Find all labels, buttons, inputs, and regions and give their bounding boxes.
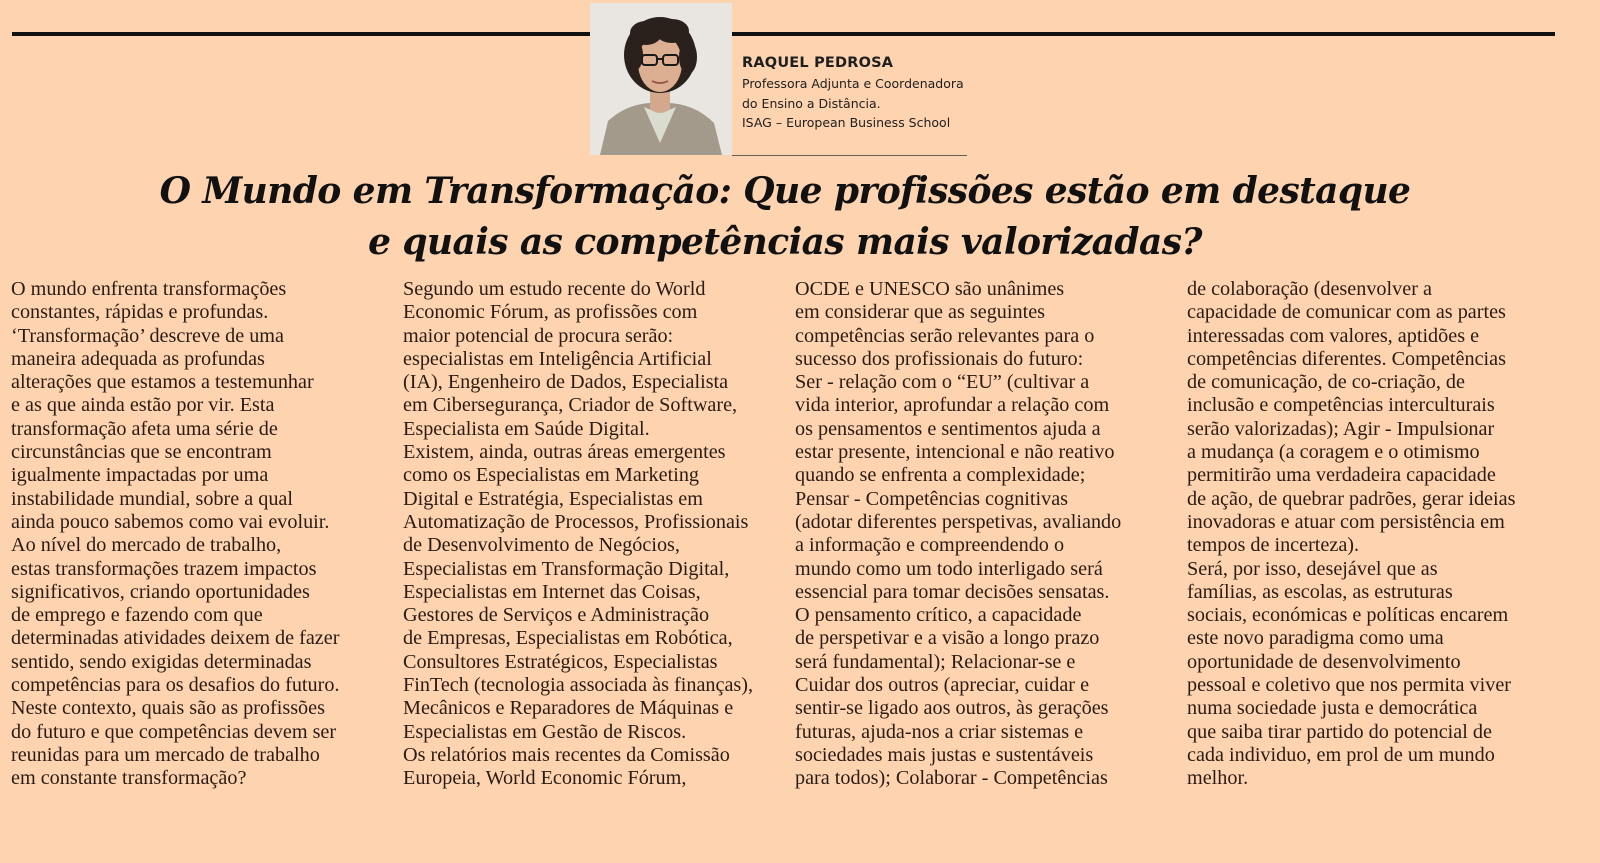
body-text-line: permitirão uma verdadeira capacidade bbox=[1187, 464, 1496, 487]
body-text-line: sociedades mais justas e sustentáveis bbox=[795, 743, 1094, 766]
body-text-line: em considerar que as seguintes bbox=[795, 301, 1046, 324]
body-text-line: especialistas em Inteligência Artificial bbox=[403, 347, 712, 370]
body-text-line: futuras, ajuda-nos a criar sistemas e bbox=[795, 720, 1084, 743]
body-text-line: Pensar - Competências cognitivas bbox=[795, 487, 1069, 510]
body-text-line: este novo paradigma como uma bbox=[1187, 627, 1444, 650]
body-text-line: estas transformações trazem impactos bbox=[11, 557, 317, 580]
body-text-line: de Desenvolvimento de Negócios, bbox=[403, 534, 680, 557]
body-text-line: melhor. bbox=[1187, 767, 1249, 790]
title-line: O Mundo em Transformação: Que profissões estão em destaque bbox=[159, 170, 1411, 212]
body-text-line: Especialista em Saúde Digital. bbox=[403, 417, 650, 440]
body-text-line: cada individuo, em prol de um mundo bbox=[1187, 743, 1495, 766]
author-role-line: Professora Adjunta e Coordenadora bbox=[742, 76, 964, 91]
body-text-line: de Empresas, Especialistas em Robótica, bbox=[403, 627, 733, 650]
body-text-line: Especialistas em Internet das Coisas, bbox=[403, 580, 701, 603]
article-column-1 bbox=[11, 278, 340, 791]
body-text-line: de comunicação, de co-criação, de bbox=[1187, 371, 1465, 394]
body-text-line: competências serão relevantes para o bbox=[795, 324, 1095, 347]
body-text-line: como os Especialistas em Marketing bbox=[403, 464, 700, 487]
article-column-2 bbox=[403, 278, 753, 791]
body-text-line: sentido, sendo exigidas determinadas bbox=[11, 650, 312, 673]
title-line: e quais as competências mais valorizadas? bbox=[368, 221, 1202, 263]
body-text-line: Automatização de Processos, Profissionais bbox=[403, 510, 749, 533]
body-text-line: reunidas para um mercado de trabalho bbox=[11, 743, 320, 766]
body-text-line: Segundo um estudo recente do World bbox=[403, 278, 706, 300]
body-text-line: (IA), Engenheiro de Dados, Especialista bbox=[403, 371, 729, 394]
body-text-line: Os relatórios mais recentes da Comissão bbox=[403, 743, 730, 766]
body-text-line: estar presente, intencional e não reativo bbox=[795, 441, 1115, 464]
body-text-line: mundo como um todo interligado será bbox=[795, 557, 1103, 580]
author-role-line: do Ensino a Distância. bbox=[742, 95, 881, 111]
body-text-line: Especialistas em Gestão de Riscos. bbox=[403, 720, 687, 743]
body-text-line: O mundo enfrenta transformações bbox=[11, 278, 287, 300]
body-text-line: a informação e compreendendo o bbox=[795, 534, 1065, 557]
author-rule bbox=[732, 155, 967, 156]
body-text-line: significativos, criando oportunidades bbox=[11, 580, 310, 603]
body-text-line: Cuidar dos outros (apreciar, cuidar e bbox=[795, 674, 1090, 697]
body-text-line: em Cibersegurança, Criador de Software, bbox=[403, 394, 738, 417]
body-text-line: de emprego e fazendo com que bbox=[11, 604, 263, 627]
body-text-line: Ser - relação com o “EU” (cultivar a bbox=[795, 371, 1090, 394]
body-text-line: capacidade de comunicar com as partes bbox=[1187, 301, 1506, 324]
body-text-line: de colaboração (desenvolver a bbox=[1187, 278, 1432, 300]
body-text-line: pessoal e coletivo que nos permita viver bbox=[1187, 674, 1512, 697]
body-text-line: Digital e Estratégia, Especialistas em bbox=[403, 487, 703, 510]
body-text-line: constantes, rápidas e profundas. bbox=[11, 301, 269, 324]
body-text-line: instabilidade mundial, sobre a qual bbox=[11, 487, 293, 510]
body-text-line: Gestores de Serviços e Administração bbox=[403, 604, 710, 627]
body-text-line: serão valorizadas); Agir - Impulsionar bbox=[1187, 417, 1495, 440]
body-text-line: transformação afeta uma série de bbox=[11, 417, 278, 440]
body-text-line: alterações que estamos a testemunhar bbox=[11, 371, 314, 394]
body-text-line: os pensamentos e sentimentos ajuda a bbox=[795, 417, 1101, 440]
body-text-line: ‘Transformação’ descreve de uma bbox=[11, 324, 284, 347]
body-text-line: Mecânicos e Reparadores de Máquinas e bbox=[403, 697, 734, 720]
body-text-line: (adotar diferentes perspetivas, avaliando bbox=[795, 510, 1122, 533]
body-text-line: inclusão e competências interculturais bbox=[1187, 394, 1495, 417]
body-text-line: e as que ainda estão por vir. Esta bbox=[11, 394, 275, 417]
body-text-line: competências para os desafios do futuro. bbox=[11, 674, 340, 697]
body-text-line: competências diferentes. Competências bbox=[1187, 347, 1506, 370]
body-text-line: Economic Fórum, as profissões com bbox=[403, 301, 698, 324]
article-title bbox=[0, 166, 1570, 268]
body-text-line: quando se enfrenta a complexidade; bbox=[795, 464, 1086, 487]
body-text-line: numa sociedade justa e democrática bbox=[1187, 697, 1478, 720]
body-text-line: Ao nível do mercado de trabalho, bbox=[11, 534, 282, 557]
body-text-line: sentir-se ligado aos outros, às gerações bbox=[795, 697, 1109, 720]
body-text-line: Existem, ainda, outras áreas emergentes bbox=[403, 441, 726, 464]
body-text-line: para todos); Colaborar - Competências bbox=[795, 767, 1108, 790]
body-text-line: em constante transformação? bbox=[11, 767, 247, 790]
body-text-line: circunstâncias que se encontram bbox=[11, 441, 272, 464]
body-text-line: Europeia, World Economic Fórum, bbox=[403, 767, 687, 790]
body-text-line: de ação, de quebrar padrões, gerar ideias bbox=[1187, 487, 1516, 510]
body-text-line: Será, por isso, desejável que as bbox=[1187, 557, 1438, 580]
body-text-line: Neste contexto, quais são as profissões bbox=[11, 697, 325, 720]
body-text-line: maneira adequada as profundas bbox=[11, 347, 265, 370]
body-text-line: interessadas com valores, aptidões e bbox=[1187, 324, 1480, 347]
body-text-line: a mudança (a coragem e o otimismo bbox=[1187, 441, 1480, 464]
body-text-line: oportunidade de desenvolvimento bbox=[1187, 650, 1461, 673]
body-text-line: igualmente impactadas por uma bbox=[11, 464, 269, 487]
author-name: RAQUEL PEDROSA bbox=[742, 55, 894, 71]
body-text-line: tempos de incerteza). bbox=[1187, 534, 1360, 557]
body-text-line: Especialistas em Transformação Digital, bbox=[403, 557, 730, 580]
body-text-line: será fundamental); Relacionar-se e bbox=[795, 650, 1076, 673]
body-text-line: essencial para tomar decisões sensatas. bbox=[795, 580, 1110, 603]
body-text-line: do futuro e que competências devem ser bbox=[11, 720, 337, 743]
body-text-line: Consultores Estratégicos, Especialistas bbox=[403, 650, 718, 673]
author-photo bbox=[590, 3, 732, 155]
author-block bbox=[742, 55, 964, 133]
body-text-line: O pensamento crítico, a capacidade bbox=[795, 604, 1082, 627]
body-text-line: maior potencial de procura serão: bbox=[403, 324, 674, 347]
body-text-line: determinadas atividades deixem de fazer bbox=[11, 627, 340, 650]
article-column-3 bbox=[795, 278, 1121, 791]
body-text-line: inovadoras e atuar com persistência em bbox=[1187, 510, 1505, 533]
body-text-line: vida interior, aprofundar a relação com bbox=[795, 394, 1110, 417]
author-role-line: ISAG – European Business School bbox=[742, 115, 951, 130]
body-text-line: FinTech (tecnologia associada às finanças), bbox=[403, 674, 754, 697]
article-column-4 bbox=[1187, 278, 1515, 791]
body-text-line: OCDE e UNESCO são unânimes bbox=[795, 278, 1065, 300]
body-text-line: sucesso dos profissionais do futuro: bbox=[795, 347, 1084, 370]
body-text-line: de perspetivar e a visão a longo prazo bbox=[795, 627, 1100, 650]
body-text-line: sociais, económicas e políticas encarem bbox=[1187, 604, 1509, 627]
header-rule-left bbox=[12, 32, 590, 36]
body-text-line: famílias, as escolas, as estruturas bbox=[1187, 580, 1453, 603]
body-text-line: ainda pouco sabemos como vai evoluir. bbox=[11, 510, 330, 533]
header-rule-right bbox=[732, 32, 1555, 36]
body-text-line: que saiba tirar partido do potencial de bbox=[1187, 720, 1492, 743]
